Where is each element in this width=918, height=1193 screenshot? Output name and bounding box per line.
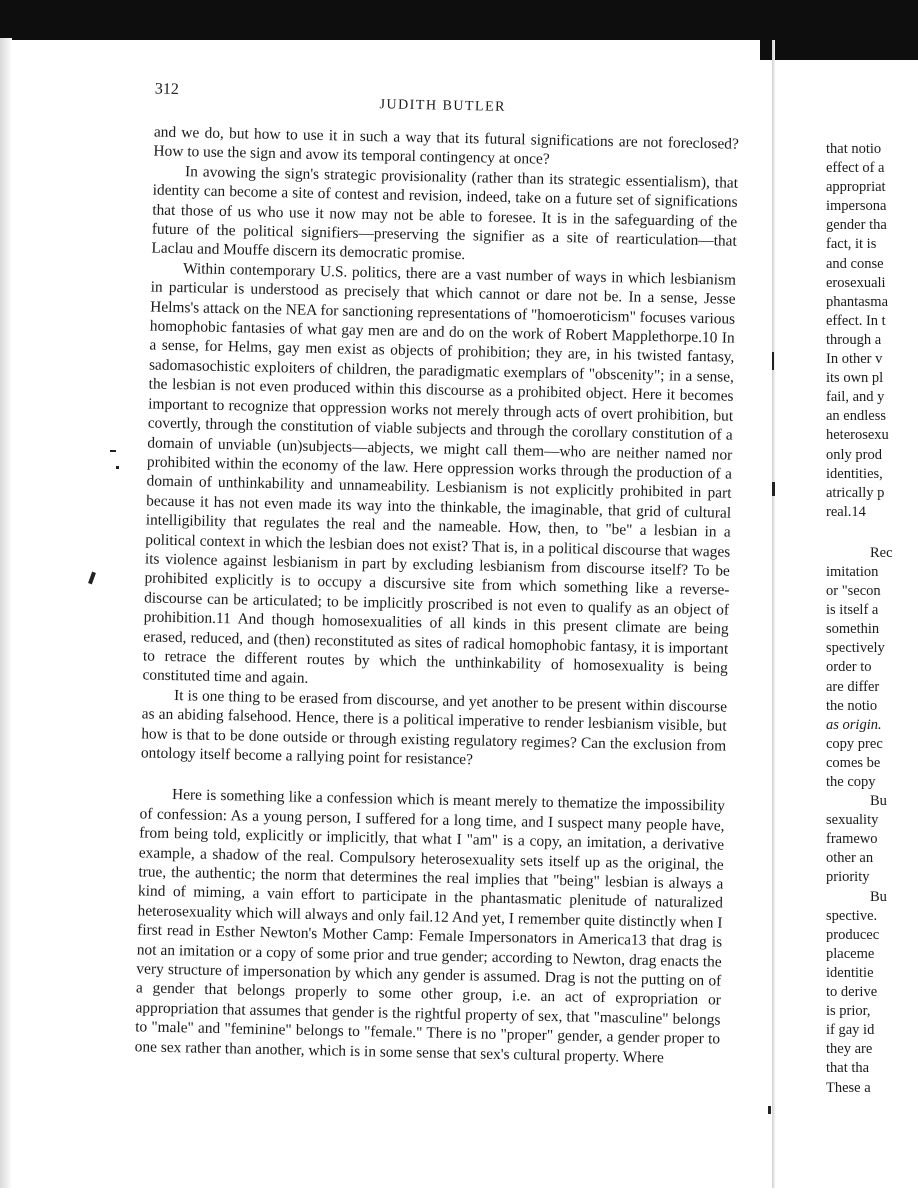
- page-number: 312: [154, 80, 179, 99]
- facing-line: copy prec: [826, 735, 883, 752]
- facing-line: producec: [826, 926, 880, 943]
- facing-line: fail, and y: [826, 389, 885, 406]
- facing-line: sexuality: [826, 812, 879, 829]
- book-gutter: [772, 40, 775, 1188]
- facing-line: as origin.: [826, 716, 882, 733]
- facing-line: real.14: [826, 503, 866, 520]
- body-text: [135, 123, 739, 1069]
- facing-line: identitie: [826, 964, 874, 981]
- facing-line: is itself a: [826, 602, 879, 619]
- scan-speck: [772, 352, 774, 370]
- facing-line: the notio: [826, 697, 878, 714]
- facing-line: comes be: [826, 754, 881, 771]
- facing-line: gender tha: [826, 217, 887, 234]
- scan-speck: [768, 1106, 771, 1114]
- scan-speck: [88, 572, 96, 585]
- paragraph: and we do, but how to use it in such a way that its futural significations are not foreclosed? How to use the sign and avow its temporal contingency at once?: [153, 123, 739, 169]
- facing-block-two: [826, 544, 918, 1098]
- facing-line: other an: [826, 850, 874, 867]
- facing-section-gap: [826, 522, 918, 544]
- facing-line: erosexuali: [826, 274, 886, 291]
- facing-line: spectively: [826, 640, 885, 657]
- facing-line: Rec: [870, 544, 893, 561]
- facing-line: identities,: [826, 465, 883, 482]
- facing-line: imitation: [826, 563, 879, 580]
- facing-line: through a: [826, 331, 882, 348]
- facing-line: effect. In t: [826, 312, 886, 329]
- scan-speck: [772, 482, 775, 496]
- facing-line: they are: [826, 1041, 873, 1058]
- paragraph: In avowing the sign's strategic provisionality (rather than its strategic essentialism), that identity can become a site of contest and revision, indeed, take on a future set of significations that those of us who use it now may not be able to foresee. It is in the safeguarding of the future of the political signifiers—preserving the signifier as a site of rearticulation—that Laclau and Mouffe discern its democratic promise.: [151, 162, 739, 264]
- facing-line: phantasma: [826, 293, 889, 310]
- facing-line: order to: [826, 659, 872, 676]
- facing-line: fact, it is: [826, 236, 877, 253]
- facing-line: placeme: [826, 945, 875, 962]
- facing-line: These a: [826, 1079, 871, 1096]
- facing-line: are differ: [826, 678, 880, 695]
- facing-line: atrically p: [826, 484, 885, 501]
- facing-line: spective.: [826, 907, 878, 924]
- facing-line: is prior,: [826, 1003, 871, 1020]
- author-running-head: JUDITH BUTLER: [379, 97, 507, 115]
- facing-line: or "secon: [826, 583, 881, 600]
- facing-line: In other v: [826, 351, 883, 368]
- facing-line: Bu: [870, 793, 887, 810]
- facing-line: heterosexu: [826, 427, 889, 444]
- facing-line: its own pl: [826, 370, 884, 387]
- facing-line: only prod: [826, 446, 882, 463]
- paragraph: Here is something like a confession which is meant merely to thematize the impossibility of confession: As a young person, I suffered for a long time, and I suspect many people have, from being told, explicitly or implicitly, that what I "am" is a copy, an imitation, a derivative example, a shadow of the real. Compulsory heterosexuality sets itself up as the original, the true, the authentic; the norm that determines the real implies that "being" lesbian is always a kind of miming, a vain effort to participate in the phantasmatic plenitude of naturalized heterosexuality which will always and only fail.12 And yet, I remember quite distinctly when I first read in Esther Newton's Mother Camp: Female Impersonators in America13 that drag is not an imitation or a copy of some prior and true gender; according to Newton, drag enacts the very structure of impersonation by which any gender is assumed. Drag is not the putting on of a gender that belongs properly to some other group, i.e. an act of expropriation or appropriation that assumes that gender is the rightful property of sex, that "masculine" belongs to "male" and "feminine" belongs to "female." There is no "proper" gender, a gender proper to one sex rather than another, which is in some sense that sex's cultural property. Where: [134, 786, 726, 1067]
- facing-line: Bu: [870, 888, 887, 905]
- facing-line: that tha: [826, 1060, 870, 1077]
- book-page: [107, 80, 742, 1193]
- scan-speck: [110, 450, 116, 452]
- facing-line: if gay id: [826, 1022, 875, 1039]
- facing-line: appropriat: [826, 179, 886, 196]
- scan-shadow-top-right: [760, 0, 918, 60]
- facing-line: impersona: [826, 198, 887, 215]
- facing-line: to derive: [826, 984, 878, 1001]
- paragraph: It is one thing to be erased from discourse, and yet another to be present within discourse as an abiding falsehood. Hence, there is a political imperative to render lesbianism visible, but how is that to be done outside or through existing regulatory regimes? Can the exclusion from ontology itself become a rallying point for resistance?: [140, 686, 728, 769]
- scan-speck: [116, 466, 119, 469]
- facing-line: and conse: [826, 255, 884, 272]
- facing-line: somethin: [826, 621, 880, 638]
- facing-line: framewo: [826, 831, 878, 848]
- scan-shadow-left: [0, 38, 12, 1188]
- facing-line: priority: [826, 869, 870, 886]
- facing-line: effect of a: [826, 160, 885, 177]
- facing-block-one: [826, 140, 918, 522]
- facing-page-fragment: [826, 140, 918, 1098]
- paragraph: Within contemporary U.S. politics, there are a vast number of ways in which lesbianism in particular is understood as precisely that which cannot or dare not be. In a sense, Jesse Helms's attack on the NEA for sanctioning representations of "homoeroticism" focuses various homophobic fantasies of what gay men are and do on the work of Robert Mapplethorpe.10 In a sense, for Helms, gay men exist as objects of prohibition; they are, in his twisted fantasy, sadomasochistic exploiters of children, the paradigmatic exemplars of "obscenity"; in a sense, the lesbian is not even produced within this discourse as a prohibited object. Here it becomes important to recognize that oppression works not merely through acts of overt prohibition, but covertly, through the constitution of viable subjects and through the corollary constitution of a domain of unviable (un)subjects—abjects, we might call them—who are neither named nor prohibited within the economy of the law. Here oppression works through the production of a domain of unthinkability and unnameability. Lesbianism is not explicitly prohibited in part because it has not even made its way into the thinkable, the imaginable, that grid of cultural intelligibility that regulates the real and the nameable. How, then, to "be" a lesbian in a political context in which the lesbian does not exist? That is, in a political discourse that wages its violence against lesbianism in part by excluding lesbianism from discourse itself? To be prohibited explicitly is to occupy a discursive site from which something like a reverse-discourse can be articulated; to be implicitly proscribed is not even to qualify as an object of prohibition.11 And though homosexualities of all kinds in this present climate are being erased, reduced, and (then) reconstituted as sites of radical homophobic fantasy, it is important to retrace the different routes by which the unthinkability of homosexuality is being constituted time and again.: [142, 259, 737, 688]
- facing-line: an endless: [826, 408, 886, 425]
- facing-line: that notio: [826, 141, 882, 157]
- facing-line: the copy: [826, 774, 876, 790]
